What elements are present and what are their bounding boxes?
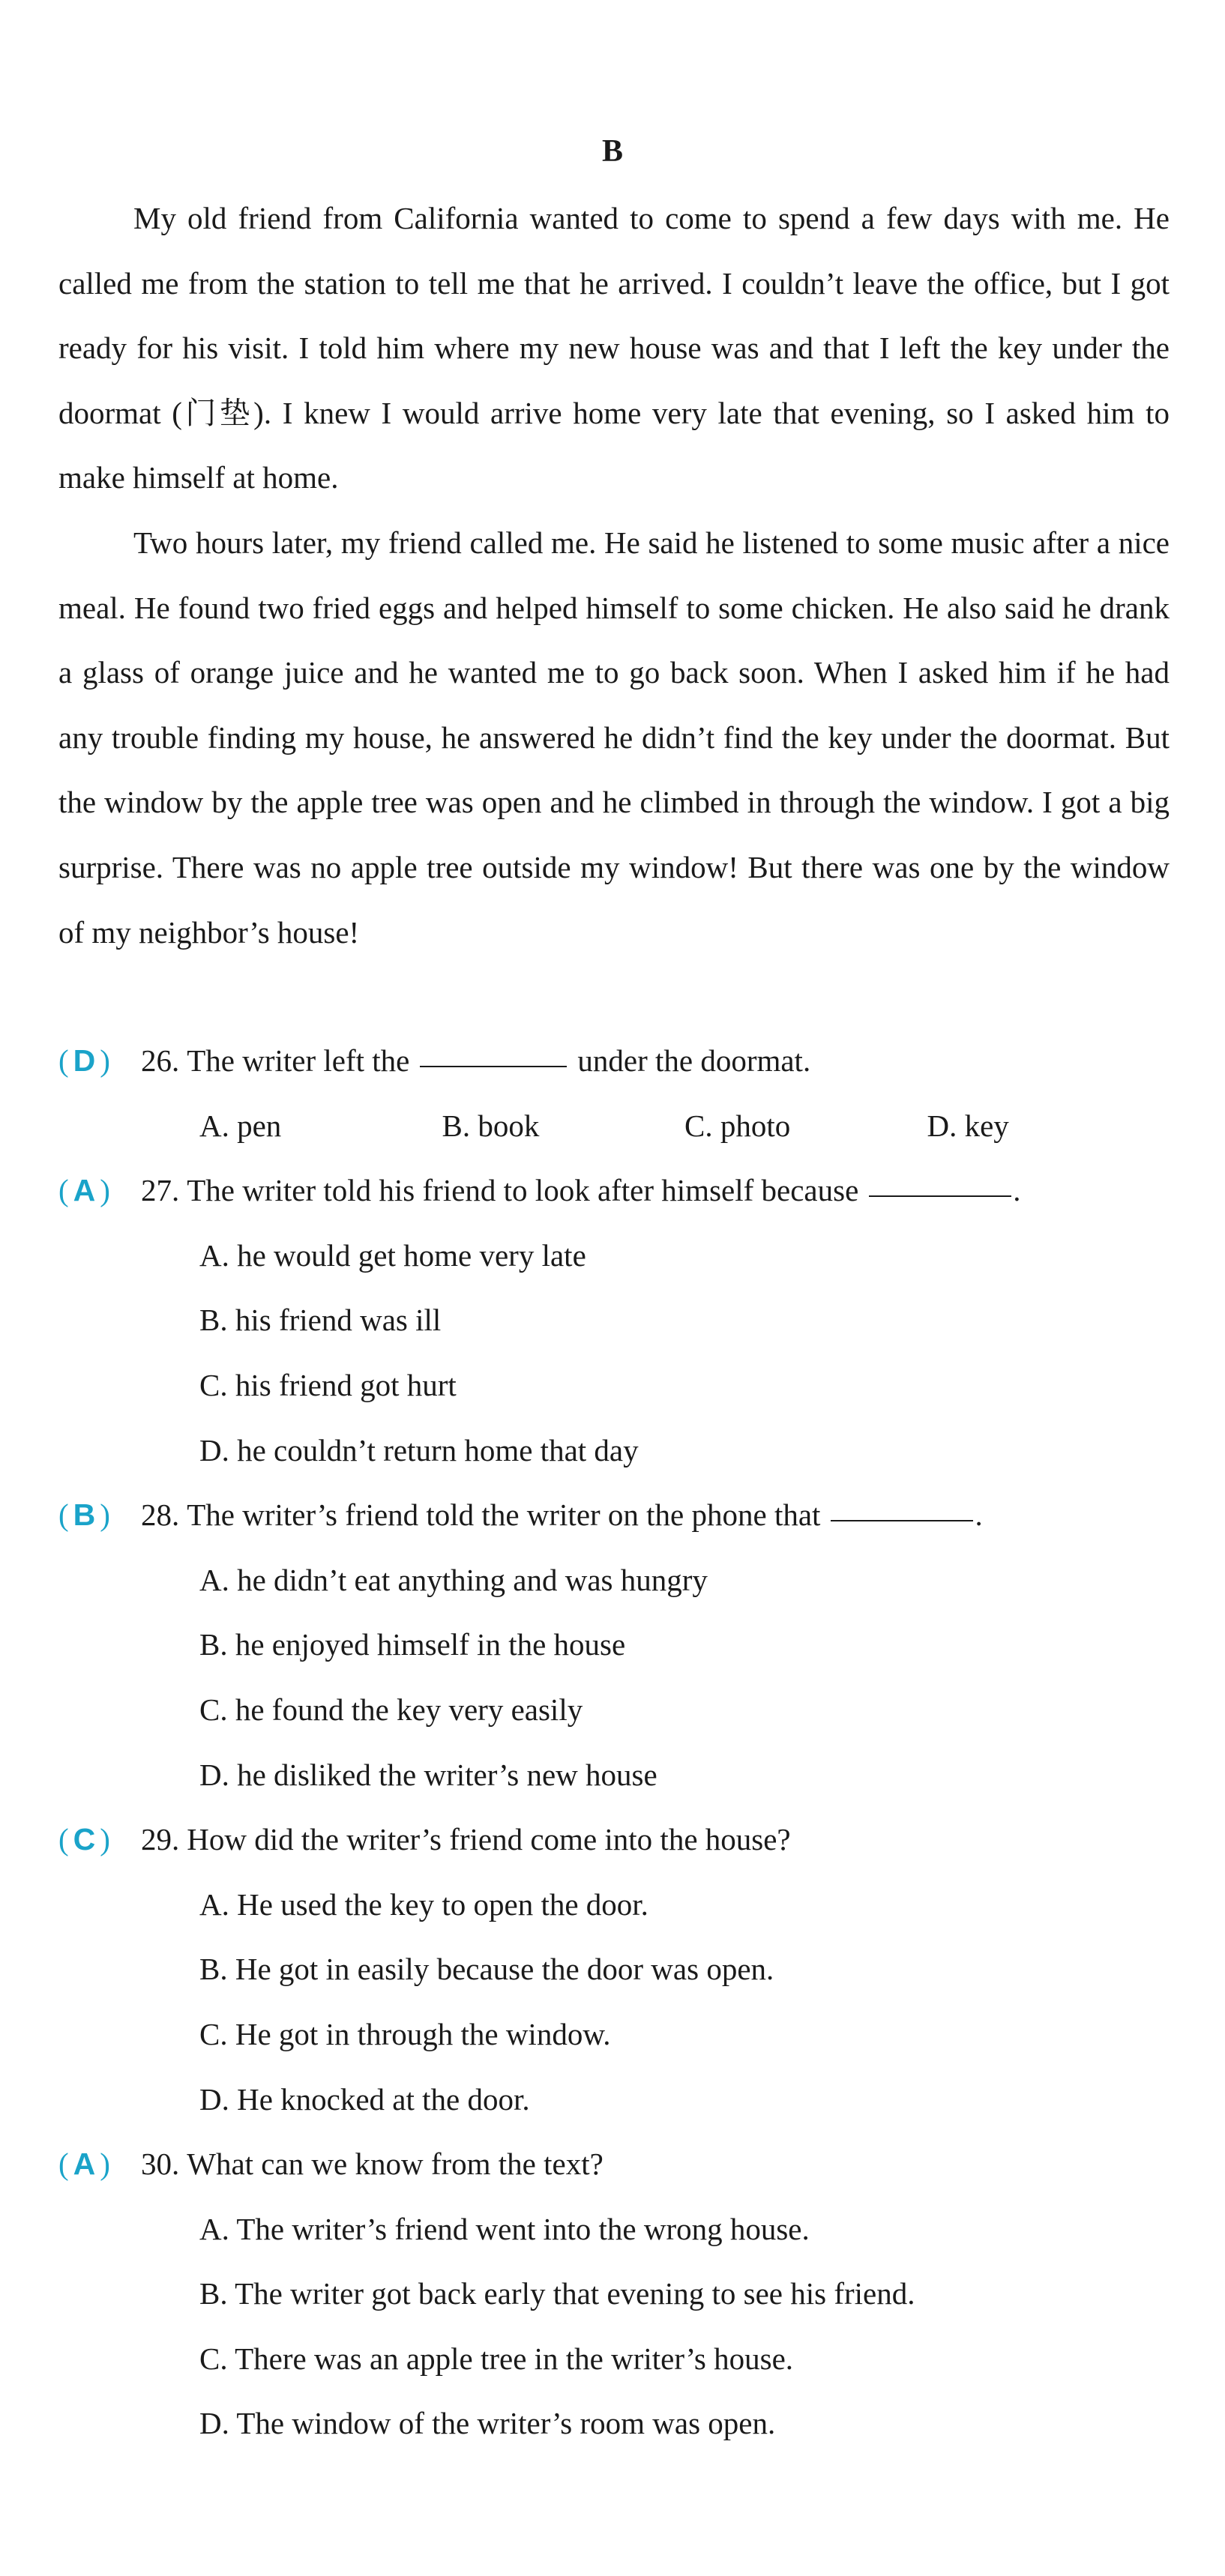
section-title: B (601, 134, 623, 169)
answer-slot: ( D ) (58, 1043, 110, 1078)
option-c: C. his friend got hurt (199, 1367, 457, 1402)
answer-letter: D (73, 1043, 96, 1078)
option-d: D. The window of the writer’s room was open. (199, 2406, 776, 2441)
option-a: A. He used the key to open the door. (199, 1886, 648, 1922)
question-stem-end: . (1013, 1173, 1021, 1208)
option-a: A. he would get home very late (199, 1237, 586, 1273)
option-c: C. he found the key very easily (199, 1692, 583, 1727)
option-b: B. his friend was ill (199, 1303, 442, 1338)
option-b: B. He got in easily because the door was open. (199, 1952, 774, 1987)
question-stem-end: . (975, 1497, 983, 1533)
answer-blank (869, 1158, 1011, 1197)
answer-blank (831, 1482, 973, 1521)
answer-letter: A (73, 2147, 96, 2182)
option-c: C. photo (684, 1108, 791, 1143)
option-b: B. book (442, 1108, 540, 1143)
question-stem: The writer left the (187, 1043, 410, 1078)
answer-slot: ( B ) (58, 1497, 110, 1533)
option-d: D. He knocked at the door. (199, 2081, 530, 2117)
option-b: B. he enjoyed himself in the house (199, 1627, 626, 1662)
answer-letter: B (73, 1497, 96, 1533)
option-d: D. he disliked the writer’s new house (199, 1757, 657, 1792)
question-26 (58, 1028, 1170, 1094)
question-stem: What can we know from the text? (187, 2147, 604, 2182)
passage-paragraph-1: My old friend from California wanted to come to spend a few days with me. He called me from the station to tell me that he arrived. I couldn’t leave the office, but I got ready for his visit. I told him where my new house was and that I left the key under the doormat (门垫). I knew I would arrive home very late that evening, so I asked him to make himself at home. (58, 201, 1170, 495)
option-d: D. key (927, 1108, 1009, 1143)
options-26 (58, 1094, 1170, 1159)
question-28 (58, 1482, 1170, 1548)
answer-slot: ( A ) (58, 2147, 110, 2182)
question-number: 30. (141, 2147, 180, 2182)
question-list (58, 1028, 1170, 2456)
option-b: B. The writer got back early that evening to see his friend. (199, 2276, 915, 2311)
question-stem: The writer told his friend to look after himself because (187, 1173, 859, 1208)
option-a: A. The writer’s friend went into the wrong house. (199, 2211, 810, 2246)
question-stem: The writer’s friend told the writer on the phone that (187, 1497, 821, 1533)
question-stem-end: under the doormat. (577, 1043, 811, 1078)
question-stem: How did the writer’s friend come into the house? (187, 1822, 791, 1857)
answer-slot: ( A ) (58, 1173, 110, 1208)
passage-paragraph-2: Two hours later, my friend called me. He said he listened to some music after a nice meal. He found two fried eggs and helped himself to some chicken. He also said he drank a glass of orange juice and he wanted me to go back soon. When I asked him if he had any trouble finding my house, he answered he didn’t find the key under the doormat. But the window by the apple tree was open and he climbed in through the window. I got a big surprise. There was no apple tree outside my window! But there was one by the window of my neighbor’s house! (58, 525, 1170, 950)
option-c: C. There was an apple tree in the writer’s house. (199, 2341, 794, 2376)
answer-letter: A (73, 1173, 96, 1208)
answer-letter: C (73, 1822, 96, 1857)
question-number: 26. (141, 1043, 180, 1078)
answer-slot: ( C ) (58, 1822, 110, 1857)
question-30 (58, 2132, 1170, 2197)
option-c: C. He got in through the window. (199, 2016, 611, 2051)
question-number: 29. (141, 1822, 180, 1857)
option-a: A. he didn’t eat anything and was hungry (199, 1562, 708, 1597)
option-a: A. pen (199, 1108, 282, 1143)
question-number: 27. (141, 1173, 180, 1208)
question-29 (58, 1807, 1170, 1872)
question-27 (58, 1158, 1170, 1223)
option-d: D. he couldn’t return home that day (199, 1432, 639, 1468)
reading-passage (58, 186, 1170, 965)
question-number: 28. (141, 1497, 180, 1533)
answer-blank (420, 1028, 567, 1067)
